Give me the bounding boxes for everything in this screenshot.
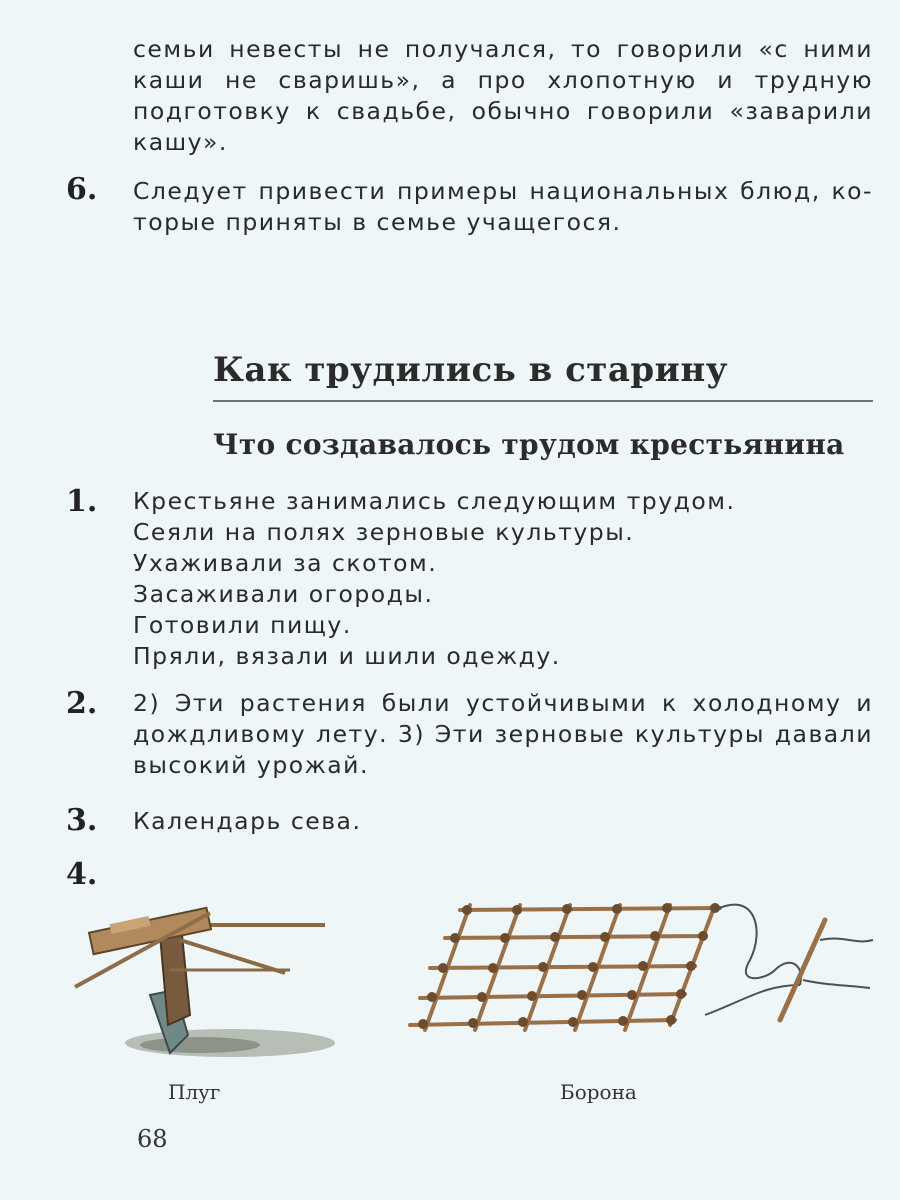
intro-line: каши не сваришь», а про хлопотную и трудную	[133, 66, 873, 94]
intro-line: подготовку к свадьбе, обычно говорили «заварили	[133, 97, 873, 125]
item-1-line: Готовили пищу.	[133, 611, 352, 639]
intro-line: кашу».	[133, 128, 228, 156]
item-1-line: Засаживали огороды.	[133, 580, 434, 608]
item-4-number: 4.	[66, 857, 98, 892]
item-2-line: высокий урожай.	[133, 751, 369, 779]
plow-illustration	[70, 895, 340, 1065]
page-number: 68	[137, 1125, 168, 1153]
item-3-text: Календарь сева.	[133, 807, 362, 835]
harrow-illustration	[405, 890, 875, 1050]
section-divider	[213, 400, 873, 402]
item-2-line: 2) Эти растения были устойчивыми к холодному и	[133, 689, 873, 717]
intro-line: семьи невесты не получался, то говорили «с ними	[133, 35, 873, 63]
intro-paragraph	[133, 34, 873, 158]
item-1-line: Крестьяне занимались следующим трудом.	[133, 487, 736, 515]
item-6-line: торые приняты в семье учащегося.	[133, 208, 622, 236]
item-6-line: Следует привести примеры национальных блюд, ко-	[133, 177, 873, 205]
item-1-number: 1.	[66, 484, 98, 519]
item-1-list	[133, 486, 873, 672]
section-title: Как трудились в старину	[213, 350, 729, 390]
item-2-text	[133, 688, 873, 781]
item-6-number: 6.	[66, 172, 98, 207]
item-6-text	[133, 176, 873, 238]
item-2-line: дождливому лету. 3) Эти зерновые культуры давали	[133, 720, 873, 748]
item-1-line: Сеяли на полях зерновые культуры.	[133, 518, 635, 546]
item-2-number: 2.	[66, 686, 98, 721]
section-subtitle: Что создавалось трудом крестьянина	[213, 428, 845, 461]
plow-caption: Плуг	[168, 1080, 221, 1104]
item-1-line: Ухаживали за скотом.	[133, 549, 438, 577]
item-3-number: 3.	[66, 803, 98, 838]
item-1-line: Пряли, вязали и шили одежду.	[133, 642, 561, 670]
harrow-caption: Борона	[560, 1080, 637, 1104]
